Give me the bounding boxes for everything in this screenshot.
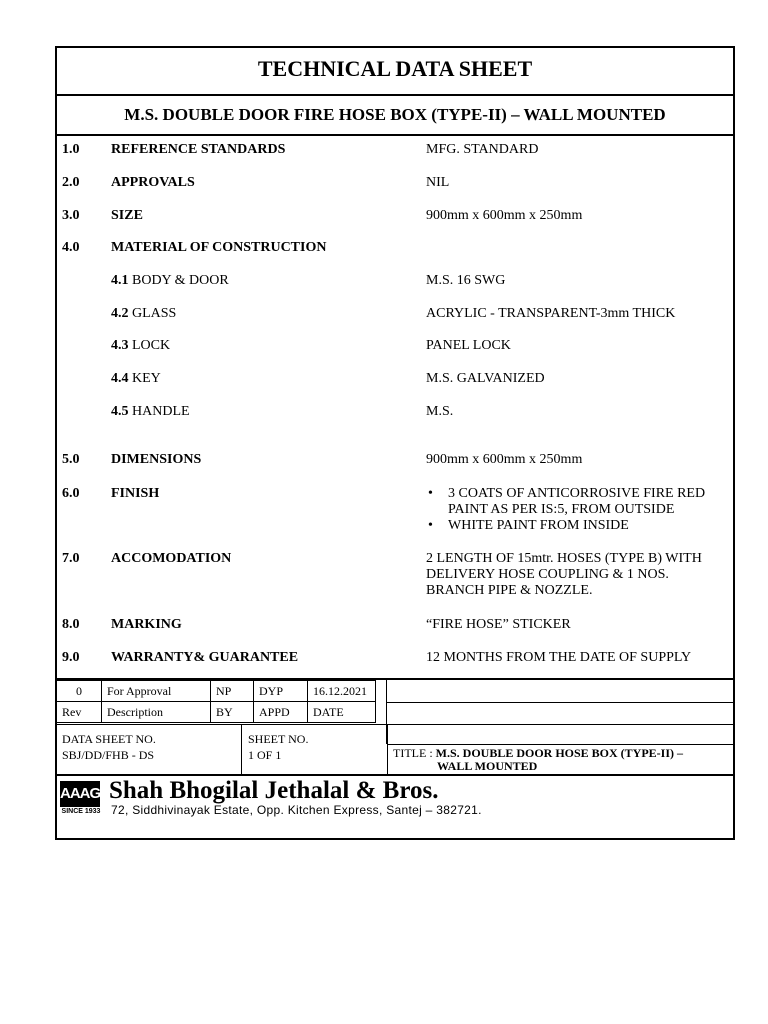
spec-value: NIL [426, 175, 450, 190]
spec-number: 1.0 [62, 142, 80, 157]
spec-value: ACRYLIC - TRANSPARENT-3mm THICK [426, 306, 676, 321]
spec-sublabel [111, 338, 170, 354]
spec-value: PANEL LOCK [426, 338, 511, 353]
spec-label: LOCK [132, 338, 171, 353]
spec-number: 4.1 [111, 273, 129, 288]
datasheet-number-block [62, 731, 156, 763]
spec-label: APPROVALS [111, 175, 195, 190]
spec-number: 9.0 [62, 650, 80, 665]
product-title: M.S. DOUBLE DOOR FIRE HOSE BOX (TYPE-II) – WALL MOUNTED [124, 105, 666, 124]
spec-number: 8.0 [62, 617, 80, 632]
spec-label: WARRANTY& GUARANTEE [111, 650, 299, 665]
drawing-title-block [387, 744, 733, 776]
revision-table [57, 680, 376, 723]
spec-number: 5.0 [62, 452, 80, 467]
spec-value: 12 MONTHS FROM THE DATE OF SUPPLY [426, 650, 692, 665]
company-name: Shah Bhogilal Jethalal & Bros. [109, 777, 439, 804]
spec-sublabel [111, 371, 161, 387]
list-item [426, 518, 726, 534]
revision-number: 0 [57, 681, 102, 702]
bullet-icon: • [428, 486, 433, 501]
spec-value: MFG. STANDARD [426, 142, 539, 157]
table-row [57, 702, 376, 723]
spec-label: MARKING [111, 617, 182, 632]
spec-label: GLASS [132, 306, 177, 321]
spec-value: 900mm x 600mm x 250mm [426, 208, 583, 223]
spec-label: ACCOMODATION [111, 551, 232, 566]
spec-number: 4.2 [111, 306, 129, 321]
data-sheet [55, 46, 735, 840]
spec-number: 4.3 [111, 338, 129, 353]
datasheet-label: DATA SHEET NO. [62, 732, 156, 746]
spec-label: REFERENCE STANDARDS [111, 142, 286, 157]
spec-number: 7.0 [62, 551, 80, 566]
spec-sublabel [111, 306, 176, 322]
logo-mark: AAAG [60, 781, 100, 807]
title-row [57, 48, 733, 96]
title-label: TITLE : [393, 746, 433, 760]
logo-since: SINCE 1933 [61, 808, 101, 815]
sheet-number-block [241, 725, 388, 775]
company-address: 72, Siddhivinayak Estate, Opp. Kitchen Express, Santej – 382721. [111, 803, 482, 817]
divider [387, 702, 734, 703]
spec-number: 6.0 [62, 486, 80, 501]
sheet-label: SHEET NO. [248, 732, 309, 746]
spec-number: 4.4 [111, 371, 129, 386]
finish-list [426, 486, 726, 534]
spec-value: “FIRE HOSE” STICKER [426, 617, 571, 632]
spec-value: 900mm x 600mm x 250mm [426, 452, 583, 467]
table-row [57, 681, 376, 702]
date-header: DATE [308, 702, 376, 723]
drawing-title-line1: M.S. DOUBLE DOOR HOSE BOX (TYPE-II) – [435, 746, 684, 760]
finish-item: 3 COATS OF ANTICORROSIVE FIRE RED PAINT AS PER IS:5, FROM OUTSIDE [448, 486, 706, 517]
spec-label: FINISH [111, 486, 160, 501]
page-title: TECHNICAL DATA SHEET [257, 56, 533, 81]
bullet-icon: • [428, 518, 433, 533]
revision-by: NP [211, 681, 254, 702]
datasheet-info [57, 724, 733, 775]
rev-header: Rev [57, 702, 102, 723]
spec-value: M.S. 16 SWG [426, 273, 506, 288]
spec-label: MATERIAL OF CONSTRUCTION [111, 240, 327, 255]
spec-label: HANDLE [132, 404, 190, 419]
spec-number: 4.5 [111, 404, 129, 419]
sheet-value: 1 OF 1 [248, 748, 282, 762]
spec-sublabel [111, 404, 190, 420]
datasheet-number: SBJ/DD/FHB - DS [62, 748, 155, 762]
finish-item: WHITE PAINT FROM INSIDE [448, 518, 629, 533]
spec-label: DIMENSIONS [111, 452, 202, 467]
spec-value: 2 LENGTH OF 15mtr. HOSES (TYPE B) WITH DELIVERY HOSE COUPLING & 1 NOS. BRANCH PIPE & NOZZLE. [426, 551, 702, 598]
drawing-title-line2: WALL MOUNTED [437, 759, 538, 773]
revision-date: 16.12.2021 [308, 681, 376, 702]
spec-number: 3.0 [62, 208, 80, 223]
by-header: BY [211, 702, 254, 723]
company-block [57, 774, 733, 820]
spec-label: KEY [132, 371, 161, 386]
revision-appd: DYP [254, 681, 308, 702]
company-logo [60, 781, 102, 817]
spec-sublabel [111, 273, 229, 289]
description-header: Description [102, 702, 211, 723]
appd-header: APPD [254, 702, 308, 723]
spec-label: BODY & DOOR [132, 273, 229, 288]
spec-value: M.S. [426, 404, 454, 419]
spec-list [57, 136, 733, 679]
revision-description: For Approval [102, 681, 211, 702]
subtitle-row [57, 96, 733, 136]
spec-number: 2.0 [62, 175, 80, 190]
spec-number: 4.0 [62, 240, 80, 255]
list-item [426, 486, 726, 518]
spec-value: M.S. GALVANIZED [426, 371, 545, 386]
title-block [57, 678, 733, 817]
spec-label: SIZE [111, 208, 143, 223]
